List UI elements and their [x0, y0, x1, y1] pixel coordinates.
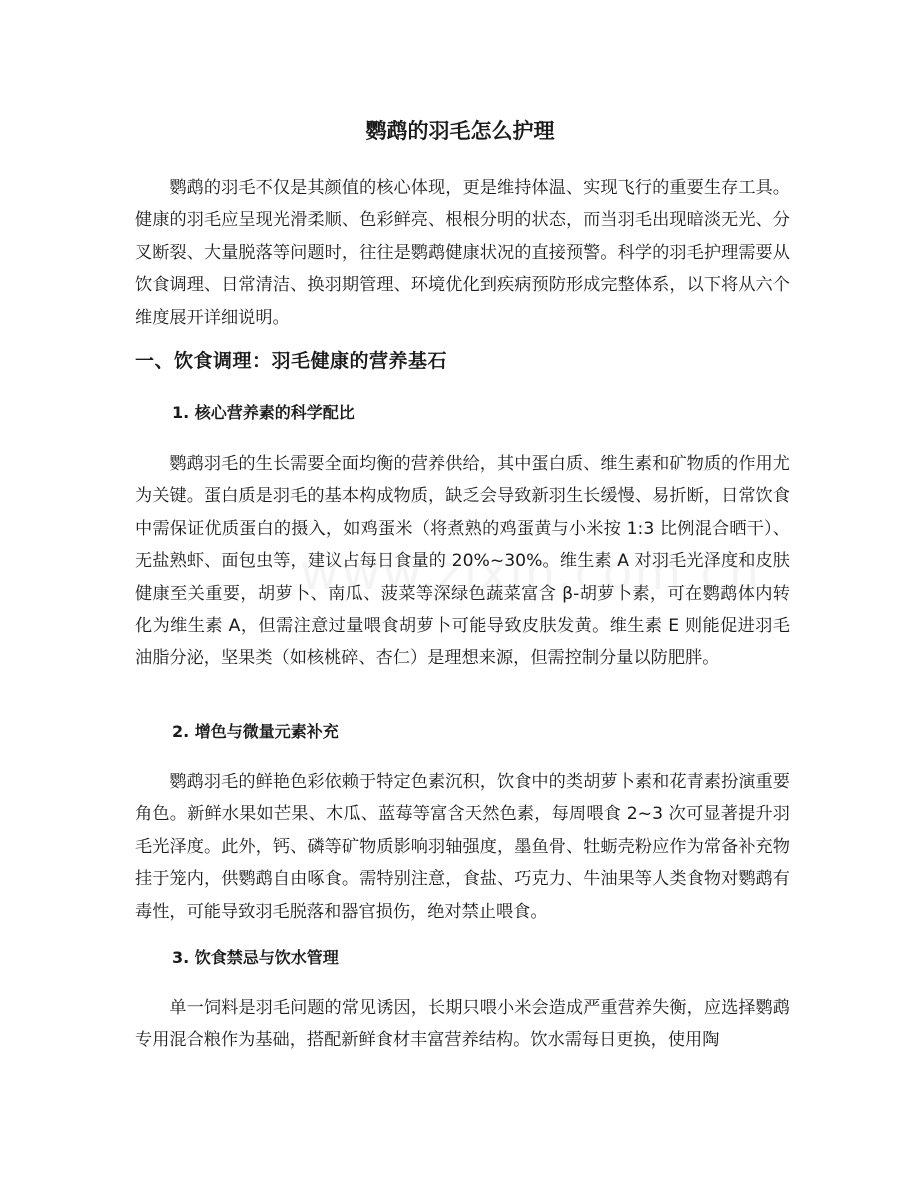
- intro-paragraph: 鹦鹉的羽毛不仅是其颜值的核心体现，更是维持体温、实现飞行的重要生存工具。健康的羽毛应呈现光滑柔顺、色彩鲜亮、根根分明的状态，而当羽毛出现暗淡无光、分叉断裂、大量脱落等问题时，往往是鹦鹉健康状况的直接预警。科学的羽毛护理需要从饮食调理、日常清洁、换羽期管理、环境优化到疾病预防形成完整体系，以下将从六个维度展开详细说明。: [135, 178, 790, 328]
- paragraph-color: 鹦鹉羽毛的鲜艳色彩依赖于特定色素沉积，饮食中的类胡萝卜素和花青素扮演重要角色。新鲜水果如芒果、木瓜、蓝莓等富含天然色素，每周喂食 2~3 次可显著提升羽毛光泽度。此外，钙、磷等矿物质影响羽轴强度，墨鱼骨、牡蛎壳粉应作为常备补充物挂于笼内，供鹦鹉自由啄食。需特别注意，食盐、巧克力、牛油果等人类食物对鹦鹉有毒性，可能导致羽毛脱落和器官损伤，绝对禁止喂食。: [135, 772, 790, 922]
- subsection-heading-color: 2. 增色与微量元素补充: [172, 722, 339, 741]
- paragraph-taboo: 单一饲料是羽毛问题的常见诱因，长期只喂小米会造成严重营养失衡，应选择鹦鹉专用混合粮作为基础，搭配新鲜食材丰富营养结构。饮水需每日更换，使用陶: [135, 998, 790, 1051]
- paragraph-nutrients: 鹦鹉羽毛的生长需要全面均衡的营养供给，其中蛋白质、维生素和矿物质的作用尤为关键。蛋白质是羽毛的基本构成物质，缺乏会导致新羽生长缓慢、易折断，日常饮食中需保证优质蛋白的摄入，如鸡蛋米（将煮熟的鸡蛋黄与小米按 1:3 比例混合晒干）、无盐熟虾、面包虫等，建议占每日食量的 20%~30%。维生素 A 对羽毛光泽度和皮肤健康至关重要，胡萝卜、南瓜、菠菜等深绿色蔬菜富含 β-胡萝卜素，可在鹦鹉体内转化为维生素 A，但需注意过量喂食胡萝卜可能导致皮肤发黄。维生素 E 则能促进羽毛油脂分泌，坚果类（如核桃碎、杏仁）是理想来源，但需控制分量以防肥胖。: [135, 454, 790, 669]
- page-title: 鹦鹉的羽毛怎么护理: [365, 119, 555, 143]
- subsection-heading-nutrients: 1. 核心营养素的科学配比: [172, 403, 355, 422]
- subsection-heading-taboo: 3. 饮食禁忌与饮水管理: [172, 948, 339, 967]
- section-heading-diet: 一、饮食调理：羽毛健康的营养基石: [135, 350, 448, 372]
